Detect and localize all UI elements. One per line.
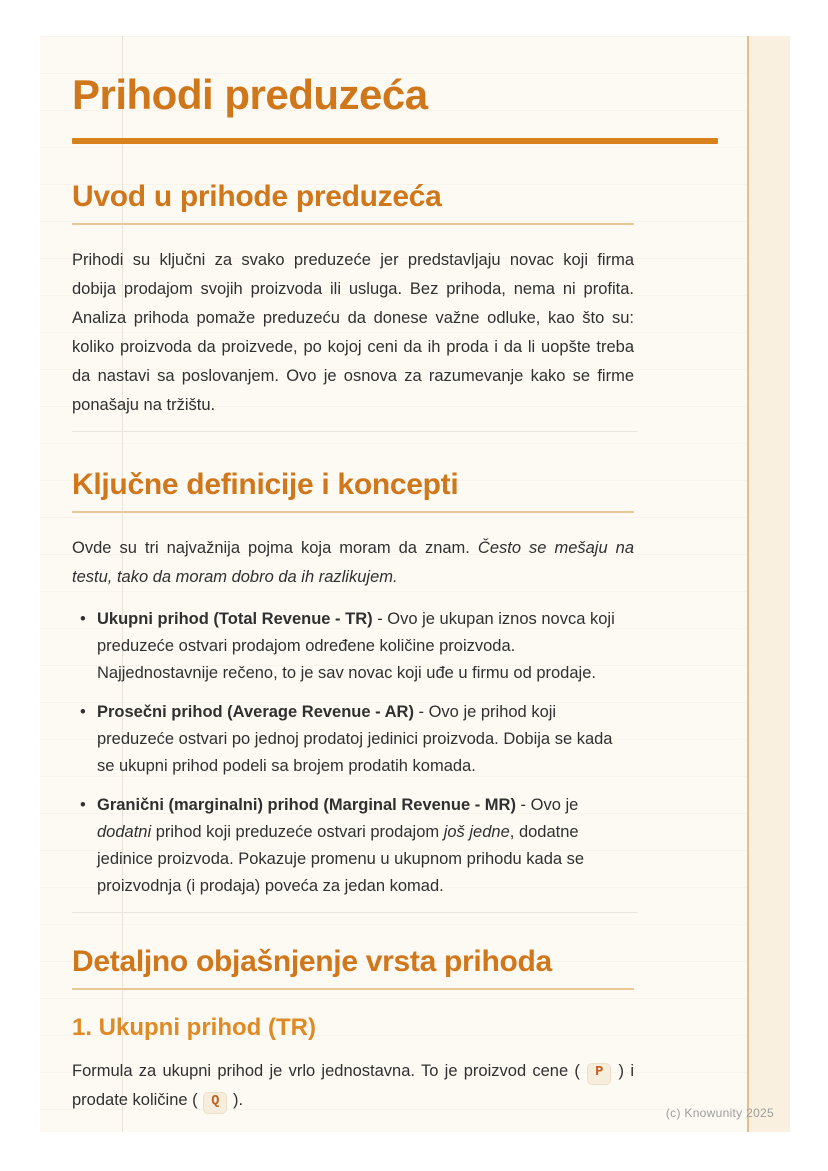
term-bold: Prosečni prihod (Average Revenue - AR) bbox=[97, 703, 414, 721]
document-content bbox=[40, 36, 718, 1115]
term-description-part: prihod koji preduzeće ostvari prodajom bbox=[151, 823, 444, 841]
section-detail-underline bbox=[72, 988, 634, 990]
section-definitions bbox=[72, 468, 718, 900]
section-divider bbox=[72, 912, 637, 913]
subsection-tr-heading: 1. Ukupni prihod (TR) bbox=[72, 1014, 316, 1041]
lead-italic-text: Često se mešaju na testu, tako da moram dobro da ih razlikujem. bbox=[72, 539, 635, 586]
list-item-total-revenue bbox=[72, 606, 634, 687]
section-definitions-lead bbox=[72, 534, 634, 592]
title-underline-rule bbox=[72, 138, 718, 144]
page-title: Prihodi preduzeća bbox=[72, 71, 428, 118]
price-code-badge: P bbox=[587, 1063, 611, 1085]
formula-text-part: ) i prodate količine ( bbox=[72, 1062, 634, 1109]
section-divider bbox=[72, 431, 637, 432]
list-item-marginal-revenue bbox=[72, 792, 634, 900]
term-italic-part: dodatni bbox=[97, 823, 152, 841]
section-definitions-heading: Ključne definicije i koncepti bbox=[72, 468, 459, 501]
formula-text-part: ). bbox=[228, 1091, 244, 1109]
section-intro bbox=[72, 180, 718, 420]
subsection-tr-paragraph bbox=[72, 1057, 634, 1115]
bullet-icon: • bbox=[80, 703, 86, 721]
term-description-part: , dodatne jedinice proizvoda. Pokazuje promenu u ukupnom prihodu kada se proizvodnja (i prodaja) poveća za jedan komad. bbox=[97, 823, 585, 895]
copyright-footer: (c) Knowunity 2025 bbox=[665, 1106, 774, 1120]
section-definitions-underline bbox=[72, 511, 634, 513]
section-detail-heading: Detaljno objašnjenje vrsta prihoda bbox=[72, 945, 552, 978]
page-edge-stripe bbox=[747, 36, 790, 1132]
quantity-code-badge: Q bbox=[203, 1092, 227, 1114]
term-bold: Granični (marginalni) prihod (Marginal Revenue - MR) bbox=[97, 796, 516, 814]
term-description-part: - Ovo je bbox=[515, 796, 579, 814]
section-detail bbox=[72, 945, 718, 1115]
list-item-average-revenue bbox=[72, 699, 634, 780]
lead-regular-text: Ovde su tri najvažnija pojma koja moram da znam. bbox=[72, 539, 478, 557]
section-intro-heading: Uvod u prihode preduzeća bbox=[72, 180, 442, 213]
bullet-icon: • bbox=[80, 610, 86, 628]
term-description: - Ovo je ukupan iznos novca koji preduzeće ostvari prodajom određene količine proizvoda. Najjednostavnije rečeno, to je sav novac koji uđe u firmu od prodaje. bbox=[97, 610, 615, 682]
section-intro-underline bbox=[72, 223, 634, 225]
term-bold: Ukupni prihod (Total Revenue - TR) bbox=[97, 610, 373, 628]
bullet-icon: • bbox=[80, 796, 86, 814]
section-intro-paragraph: Prihodi su ključni za svako preduzeće jer predstavljaju novac koji firma dobija prodajom svojih proizvoda ili usluga. Bez prihoda, nema ni profita. Analiza prihoda pomaže preduzeću da donese važne odluke, kao što su: koliko proizvoda da proizvede, po kojoj ceni da ih proda i da li uopšte treba da nastavi sa poslovanjem. Ovo je osnova za razumevanje kako se firme ponašaju na tržištu. bbox=[72, 251, 634, 414]
term-italic-part: još jedne bbox=[443, 823, 510, 841]
definitions-list bbox=[72, 606, 634, 900]
formula-text-part: Formula za ukupni prihod je vrlo jednostavna. To je proizvod cene ( bbox=[72, 1062, 587, 1080]
document-page bbox=[40, 36, 790, 1132]
term-description: - Ovo je prihod koji preduzeće ostvari po jednoj prodatoj jedinici proizvoda. Dobija se kada se ukupni prihod podeli sa brojem prodatih komada. bbox=[97, 703, 613, 775]
